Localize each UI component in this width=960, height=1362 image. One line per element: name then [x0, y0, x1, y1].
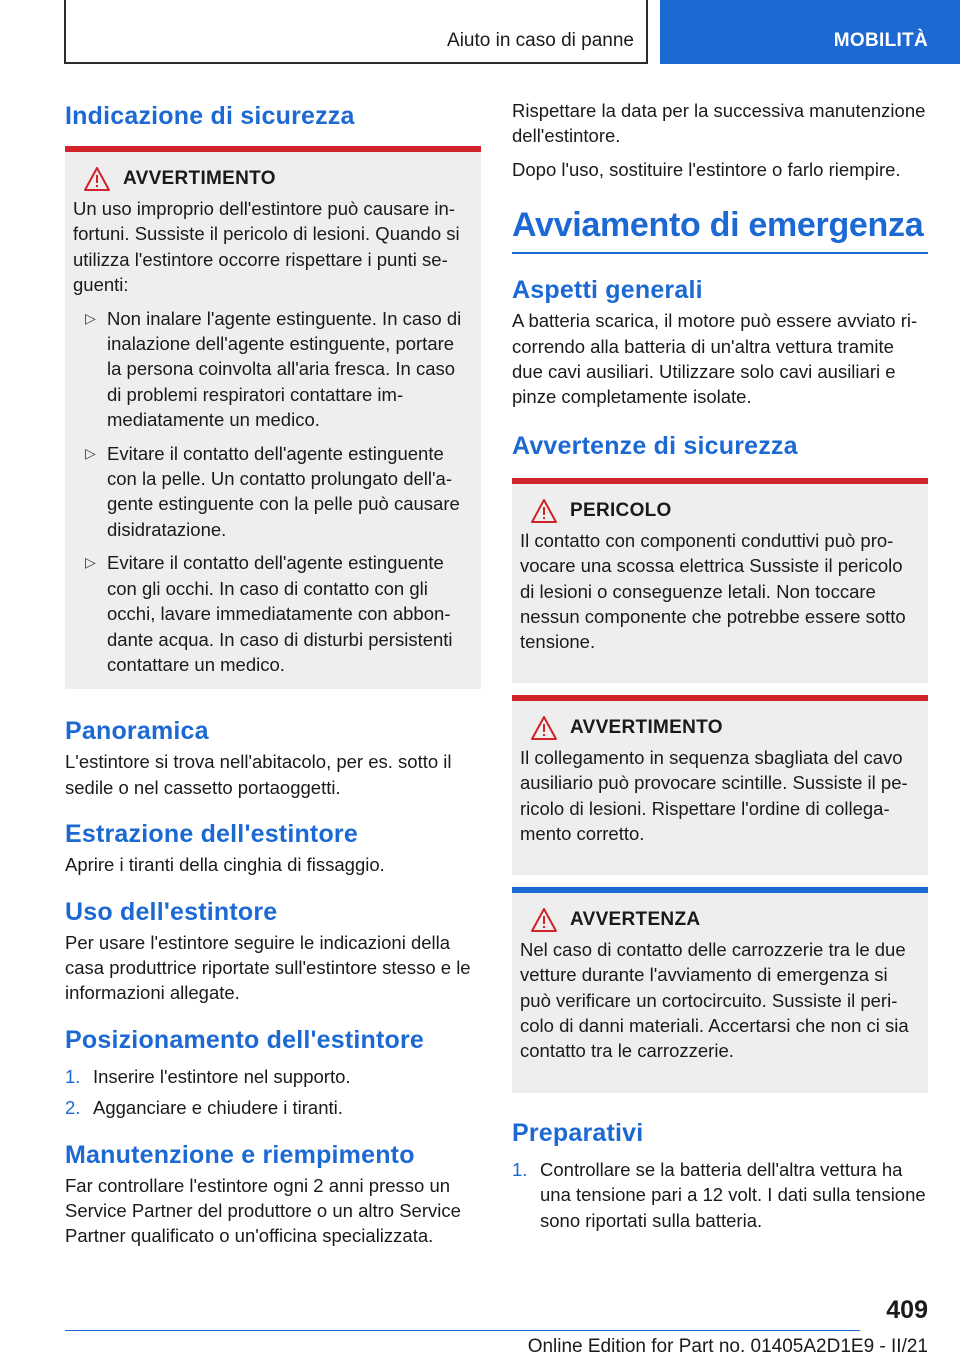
- step-text: Controllare se la batteria dell'altra vettura ha una tensione pari a 12 volt. I dati sulla tensione sono riportati sulla batteria.: [540, 1158, 926, 1231]
- notice-triangle-icon: [530, 907, 558, 933]
- bullet-text: Non inalare l'agente estinguente. In caso di inalazione dell'agente estinguente, portare la persona coinvolta all'aria fresca. In caso di problemi respiratori contattare immediatamente un medico.: [107, 307, 462, 431]
- step-text: Inserire l'estintore nel supporto.: [93, 1065, 351, 1087]
- warning-triangle-icon: [530, 715, 558, 741]
- warning-title: [73, 166, 473, 192]
- step-number: 1.: [512, 1158, 528, 1180]
- bullet-text: Evitare il contatto dell'agente estinguente con la pelle. Un contatto prolungato dell'agente estinguente con la pelle può causare disidratazione.: [107, 442, 460, 540]
- heading-positioning: Posizionamento dell'estintore: [65, 1025, 425, 1054]
- triangle-bullet-icon: ▷: [85, 554, 96, 571]
- notice-text: Nel caso di contatto delle carrozzerie tra le due vetture durante l'avviamento di emergenza si può verificare un cortocircuito. Sussiste il pericolo di danni materiali. Accertarsi che non ci sia contatto tra le carrozzerie.: [520, 938, 909, 1062]
- warning-label: AVVERTIMENTO: [123, 168, 276, 189]
- step-item: [65, 1095, 481, 1120]
- page-header: [0, 0, 960, 66]
- warning-box-2: [512, 695, 928, 875]
- use-text: Per usare l'estintore seguire le indicazioni della casa produttrice riportate sull'estintore stesso e le informazioni allegate.: [65, 931, 471, 1004]
- heading-maintenance: Manutenzione e riempimento: [65, 1140, 415, 1169]
- chapter-heading: Avviamento di emergenza: [512, 202, 928, 254]
- step-item: [512, 1157, 928, 1233]
- triangle-bullet-icon: ▷: [85, 444, 96, 461]
- danger-text: Il contatto con componenti conduttivi può provocare una scossa elettrica Sussiste il pericolo di lesioni o conseguenze letali. Non toccare nessun componente che potrebbe essere sotto tensione.: [520, 529, 906, 653]
- warning-label-2: AVVERTIMENTO: [570, 716, 723, 738]
- heading-general: Aspetti generali: [512, 276, 703, 305]
- chapter-tab: [660, 0, 960, 64]
- warning-text: Un uso improprio dell'estintore può causare infortuni. Sussiste il pericolo di lesioni. Quando si utilizza l'estintore occorre rispettare i punti seguenti:: [73, 198, 460, 296]
- general-text: A batteria scarica, il motore può essere avviato ricorrendo alla batteria di un'altra vettura tramite due cavi ausiliari. Utilizzare solo cavi ausiliari e pinze completamente isolate.: [512, 310, 918, 408]
- heading-safety: Indicazione di sicurezza: [65, 102, 355, 130]
- heading-use: Uso dell'estintore: [65, 897, 278, 926]
- danger-box: [512, 478, 928, 683]
- page-number: 409: [886, 1296, 928, 1324]
- danger-label: PERICOLO: [570, 499, 672, 521]
- edition-info: Online Edition for Part no. 01405A2D1E9 - II/21: [527, 1336, 928, 1357]
- list-item: [73, 550, 473, 677]
- warning-box: [65, 146, 481, 689]
- continued-text-2: Dopo l'uso, sostituire l'estintore o farlo riempire.: [512, 158, 901, 180]
- maintenance-text: Far controllare l'estintore ogni 2 anni presso un Service Partner del produttore o un altro Service Partner qualificato o un'officina specializzata.: [65, 1174, 461, 1247]
- section-tab: [64, 0, 648, 64]
- list-item: [73, 306, 473, 433]
- bullet-text: Evitare il contatto dell'agente estinguente con gli occhi. In caso di contatto con gli occhi, lavare immediatamente con abbondante acqua. In caso di disturbi persistenti contattare un medico.: [107, 552, 453, 675]
- warning-triangle-icon: [83, 166, 111, 192]
- list-item: [73, 441, 473, 543]
- notice-title: [520, 907, 920, 933]
- notice-box: [512, 887, 928, 1093]
- warning-triangle-icon: [530, 498, 558, 524]
- heading-safety-notes: Avvertenze di sicurezza: [512, 431, 798, 460]
- overview-text: L'estintore si trova nell'abitacolo, per es. sotto il sedile o nel cassetto portaoggetti.: [65, 751, 452, 798]
- continued-text: Rispettare la data per la successiva manutenzione dell'estintore.: [512, 100, 926, 147]
- step-text: Agganciare e chiudere i tiranti.: [93, 1097, 343, 1119]
- removal-text: Aprire i tiranti della cinghia di fissaggio.: [65, 854, 385, 876]
- triangle-bullet-icon: ▷: [85, 309, 96, 326]
- step-item: [65, 1064, 481, 1089]
- heading-overview: Panoramica: [65, 717, 209, 746]
- step-number: 2.: [65, 1097, 81, 1119]
- danger-title: [520, 498, 920, 524]
- step-number: 1.: [65, 1065, 81, 1087]
- heading-preparation: Preparativi: [512, 1118, 644, 1147]
- chapter-title: MOBILITÀ: [833, 30, 928, 51]
- warning-title-2: [520, 715, 920, 741]
- heading-removal: Estrazione dell'estintore: [65, 820, 358, 849]
- section-title: Aiuto in caso di panne: [447, 30, 634, 51]
- left-column: [65, 98, 481, 1249]
- notice-label: AVVERTENZA: [570, 908, 701, 930]
- footer-divider: [65, 1330, 860, 1331]
- warning-text-2: Il collegamento in sequenza sbagliata del cavo ausiliario può provocare scintille. Sussiste il pericolo di lesioni. Rispettare l'ordine di collegamento corretto.: [520, 746, 908, 845]
- right-column: [512, 98, 928, 1233]
